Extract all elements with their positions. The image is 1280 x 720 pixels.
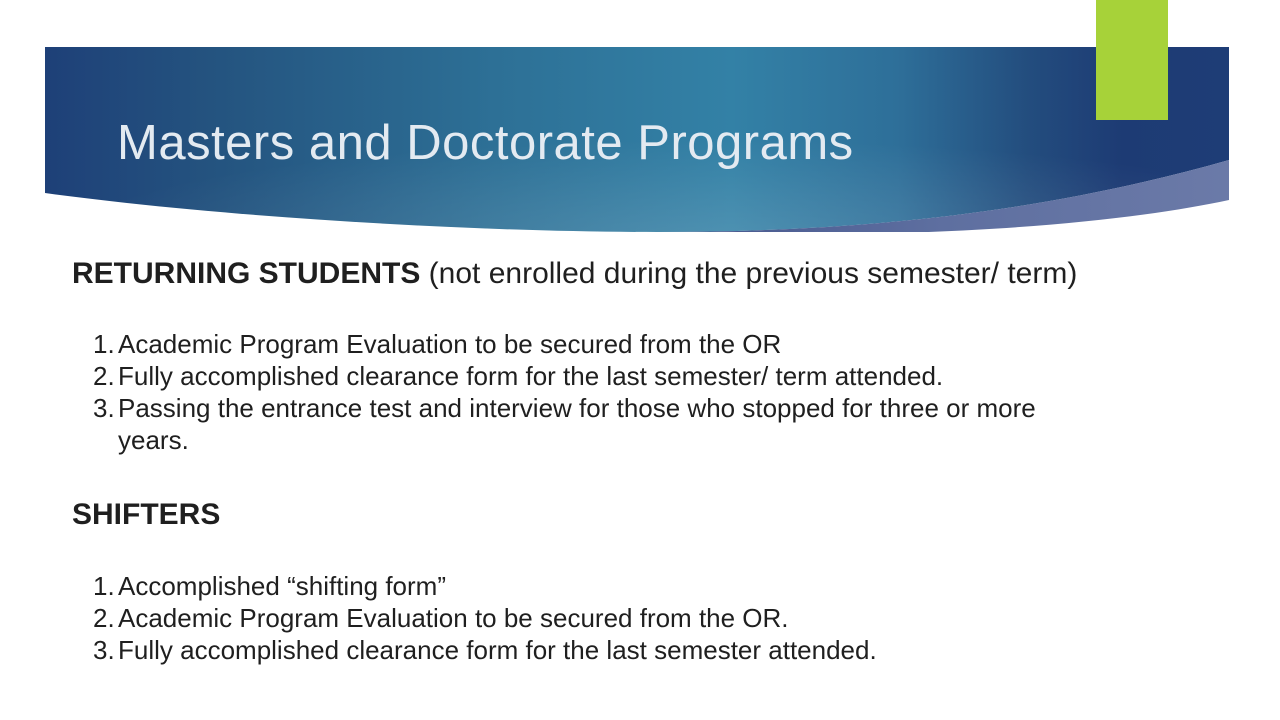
- list-item-line: years.: [118, 425, 189, 455]
- list-item-line: Fully accomplished clearance form for the last semester attended.: [118, 635, 877, 665]
- list-item-line: Fully accomplished clearance form for the last semester/ term attended.: [118, 361, 944, 391]
- list-item: [93, 634, 1153, 666]
- shifters-heading-bold: SHIFTERS: [72, 498, 221, 531]
- returning-students-heading: [72, 256, 1077, 292]
- returning-students-heading-detail: (not enrolled during the previous semester/ term): [420, 257, 1078, 290]
- list-item-text: [118, 570, 446, 602]
- list-item-line: Accomplished “shifting form”: [118, 571, 446, 601]
- list-item-line: Academic Program Evaluation to be secured from the OR.: [118, 603, 789, 633]
- list-item-text: [118, 634, 877, 666]
- list-item-number: 1.: [93, 571, 115, 601]
- list-item: [93, 602, 1153, 634]
- green-accent-tab: [1096, 0, 1168, 120]
- list-item-number: 3.: [93, 393, 115, 423]
- list-item-number: 3.: [93, 635, 115, 665]
- list-item-line: Passing the entrance test and interview for those who stopped for three or more: [118, 393, 1036, 423]
- list-item-line: Academic Program Evaluation to be secured from the OR: [118, 329, 782, 359]
- shifters-list: [93, 570, 1153, 666]
- list-item: [93, 360, 1153, 392]
- list-item-text: [118, 602, 789, 634]
- list-item: [93, 328, 1153, 360]
- list-item-text: [118, 328, 781, 360]
- list-item-number: 1.: [93, 329, 115, 359]
- list-item-text: [118, 392, 1036, 456]
- shifters-heading: [72, 497, 220, 533]
- list-item-number: 2.: [93, 361, 115, 391]
- returning-students-heading-bold: RETURNING STUDENTS: [72, 257, 421, 290]
- slide-title: Masters and Doctorate Programs: [117, 116, 854, 170]
- list-item: [93, 570, 1153, 602]
- list-item: [93, 392, 1153, 456]
- list-item-text: [118, 360, 943, 392]
- list-item-number: 2.: [93, 603, 115, 633]
- returning-students-list: [93, 328, 1153, 456]
